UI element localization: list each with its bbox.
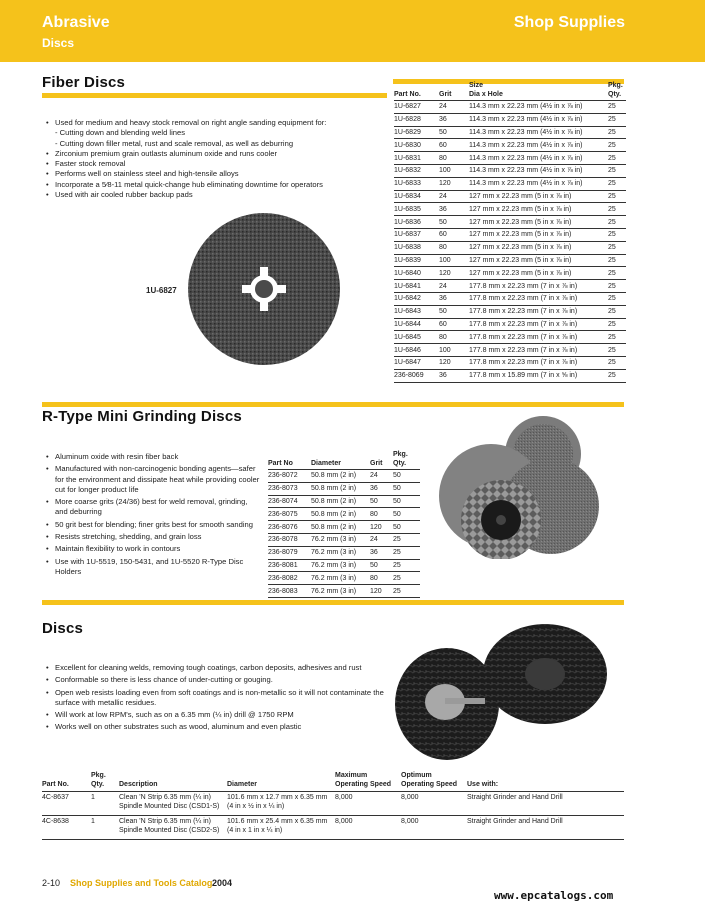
cell-pkg-qty: 25: [393, 533, 420, 546]
bullet-item: • Used with air cooled rubber backup pads: [46, 190, 346, 200]
cell-grit: 120: [439, 356, 469, 369]
table-row: [268, 533, 420, 546]
cell-description: Clean 'N Strip 6.35 mm (¼ in) Spindle Mounted Disc (CSD2-S): [119, 816, 227, 840]
cell-pkg-qty: 25: [608, 139, 626, 152]
table-row: [268, 470, 420, 483]
table-row: [394, 331, 626, 344]
cell-grit: 36: [439, 369, 469, 382]
cell-diameter: 76.2 mm (3 in): [311, 585, 370, 598]
col-diameter: Diameter: [227, 772, 335, 792]
cell-grit: 50: [439, 126, 469, 139]
cell-part-no: 1U-6833: [394, 177, 439, 190]
cell-pkg-qty: 25: [608, 164, 626, 177]
cell-size: 177.8 mm x 22.23 mm (7 in x ⅞ in): [469, 331, 608, 344]
cell-size: 114.3 mm x 22.23 mm (4½ in x ⅞ in): [469, 152, 608, 165]
discs-table: [42, 772, 624, 840]
cell-pkg-qty: 25: [608, 126, 626, 139]
discs-feature-list: [46, 663, 386, 735]
table-row: [394, 344, 626, 357]
bullet-item: • Maintain flexibility to work in contours: [46, 544, 261, 554]
cell-pkg-qty: 25: [608, 254, 626, 267]
cell-opt-speed: 8,000: [401, 792, 467, 816]
table-header-row: [42, 772, 624, 792]
col-pkg-qty: Pkg. Qty.: [393, 451, 408, 467]
cell-grit: 60: [439, 139, 469, 152]
table-header-row: [268, 451, 420, 470]
cell-part-no: 236-8082: [268, 572, 311, 585]
cell-pkg-qty: 25: [608, 177, 626, 190]
cell-part-no: 1U-6844: [394, 318, 439, 331]
cell-pkg-qty: 50: [393, 521, 420, 534]
cell-size: 127 mm x 22.23 mm (5 in x ⅞ in): [469, 267, 608, 280]
cell-grit: 36: [439, 203, 469, 216]
col-description: Description: [119, 772, 227, 792]
table-row: [268, 559, 420, 572]
bullet-item: • Performs well on stainless steel and high-tensile alloys: [46, 169, 346, 179]
cell-diameter: 50.8 mm (2 in): [311, 508, 370, 521]
cell-pkg-qty: 25: [608, 113, 626, 126]
cell-grit: 36: [439, 292, 469, 305]
cell-grit: 80: [439, 152, 469, 165]
cell-grit: 24: [439, 190, 469, 203]
cell-part-no: 1U-6836: [394, 216, 439, 229]
cell-grit: 50: [439, 216, 469, 229]
cell-diameter: 76.2 mm (3 in): [311, 559, 370, 572]
cell-max-speed: 8,000: [335, 816, 401, 840]
cell-size: 177.8 mm x 22.23 mm (7 in x ⅞ in): [469, 318, 608, 331]
cell-part-no: 236-8078: [268, 533, 311, 546]
table-row: [394, 139, 626, 152]
cell-diameter: 101.6 mm x 25.4 mm x 6.35 mm (4 in x 1 in x ¼ in): [227, 816, 335, 840]
cell-size: 114.3 mm x 22.23 mm (4½ in x ⅞ in): [469, 113, 608, 126]
catalog-title: Shop Supplies and Tools Catalog: [70, 878, 213, 888]
section-heading: Shop Supplies: [513, 14, 625, 31]
cell-part-no: 1U-6842: [394, 292, 439, 305]
cell-part-no: 1U-6847: [394, 356, 439, 369]
category-title: Abrasive: [42, 14, 110, 31]
col-opt-speed: Optimum Operating Speed: [401, 772, 467, 792]
page-number: 2-10: [42, 878, 61, 888]
cell-part-no: 1U-6832: [394, 164, 439, 177]
cell-grit: 80: [439, 331, 469, 344]
rtype-feature-list: [46, 452, 261, 579]
cell-size: 127 mm x 22.23 mm (5 in x ⅞ in): [469, 254, 608, 267]
col-pkg-qty: Pkg. Qty.: [91, 772, 119, 792]
cell-diameter: 76.2 mm (3 in): [311, 533, 370, 546]
table-row: [394, 267, 626, 280]
fiber-discs-table: [394, 82, 626, 383]
cell-opt-speed: 8,000: [401, 816, 467, 840]
discs-rule: [42, 600, 624, 605]
cell-part-no: 236-8075: [268, 508, 311, 521]
table-row: [268, 546, 420, 559]
cell-size: 177.8 mm x 22.23 mm (7 in x ⅞ in): [469, 344, 608, 357]
bullet-item: • Faster stock removal: [46, 159, 346, 169]
cell-size: 177.8 mm x 22.23 mm (7 in x ⅞ in): [469, 280, 608, 293]
cell-pkg-qty: 25: [608, 203, 626, 216]
table-row: [42, 792, 624, 816]
cell-grit: 36: [370, 546, 393, 559]
col-size-line1: Size: [469, 82, 484, 89]
discs-title: Discs: [42, 620, 84, 637]
table-row: [394, 164, 626, 177]
bullet-item: • Will work at low RPM's, such as on a 6.35 mm (¼ in) drill @ 1750 RPM: [46, 710, 386, 720]
cell-size: 127 mm x 22.23 mm (5 in x ⅞ in): [469, 216, 608, 229]
cell-part-no: 1U-6838: [394, 241, 439, 254]
subcategory-title: Discs: [42, 36, 75, 50]
cell-grit: 60: [439, 318, 469, 331]
cell-diameter: 50.8 mm (2 in): [311, 495, 370, 508]
cell-pkg-qty: 25: [608, 318, 626, 331]
cell-pkg-qty: 25: [608, 241, 626, 254]
table-row: [268, 521, 420, 534]
col-grit: Grit: [370, 459, 383, 467]
cell-grit: 36: [370, 482, 393, 495]
cell-size: 177.8 mm x 22.23 mm (7 in x ⅞ in): [469, 292, 608, 305]
rtype-discs-image: [425, 414, 610, 559]
cell-part-no: 1U-6841: [394, 280, 439, 293]
cell-pkg-qty: 25: [608, 292, 626, 305]
table-row: [394, 254, 626, 267]
cell-grit: 36: [439, 113, 469, 126]
cell-description: Clean 'N Strip 6.35 mm (¼ in) Spindle Mounted Disc (CSD1-S): [119, 792, 227, 816]
cell-pkg-qty: 25: [608, 152, 626, 165]
cell-pkg-qty: 25: [608, 190, 626, 203]
table-row: [268, 585, 420, 598]
cell-pkg-qty: 25: [608, 267, 626, 280]
fiber-title-rule: [42, 93, 387, 98]
cell-part-no: 1U-6839: [394, 254, 439, 267]
cell-grit: 60: [439, 228, 469, 241]
table-row: [394, 203, 626, 216]
col-part-no: Part No: [268, 459, 293, 467]
cell-part-no: 1U-6843: [394, 305, 439, 318]
table-header-row: [394, 82, 626, 101]
cell-size: 114.3 mm x 22.23 mm (4½ in x ⅞ in): [469, 164, 608, 177]
cell-grit: 100: [439, 164, 469, 177]
cell-size: 114.3 mm x 22.23 mm (4½ in x ⅞ in): [469, 101, 608, 114]
col-pkg-line1: Pkg.: [608, 82, 623, 89]
cell-size: 177.8 mm x 22.23 mm (7 in x ⅞ in): [469, 356, 608, 369]
bullet-item: • Use with 1U-5519, 150-5431, and 1U-5520 R-Type Disc Holders: [46, 557, 261, 578]
cell-size: 114.3 mm x 22.23 mm (4½ in x ⅞ in): [469, 126, 608, 139]
table-row: [268, 508, 420, 521]
cell-pkg-qty: 50: [393, 482, 420, 495]
watermark-url: www.epcatalogs.com: [494, 889, 614, 902]
cell-use-with: Straight Grinder and Hand Drill: [467, 816, 624, 840]
cell-grit: 120: [439, 177, 469, 190]
cell-size: 127 mm x 22.23 mm (5 in x ⅞ in): [469, 203, 608, 216]
cell-grit: 24: [370, 470, 393, 483]
table-row: [394, 216, 626, 229]
bullet-item: • Aluminum oxide with resin fiber back: [46, 452, 261, 462]
table-row: [42, 816, 624, 840]
cell-grit: 24: [439, 280, 469, 293]
cell-diameter: 76.2 mm (3 in): [311, 546, 370, 559]
table-row: [394, 318, 626, 331]
cell-part: 4C-8638: [42, 816, 91, 840]
cell-pkg-qty: 25: [393, 546, 420, 559]
cell-pkg-qty: 25: [608, 344, 626, 357]
cell-part-no: 1U-6834: [394, 190, 439, 203]
bullet-item: • Zirconium premium grain outlasts aluminum oxide and runs cooler: [46, 149, 346, 159]
cell-grit: 120: [439, 267, 469, 280]
bullet-item: - Cutting down and blending weld lines: [55, 128, 186, 138]
header-banner: [0, 0, 705, 62]
cell-size: 127 mm x 22.23 mm (5 in x ⅞ in): [469, 190, 608, 203]
cell-part: 4C-8637: [42, 792, 91, 816]
cell-max-speed: 8,000: [335, 792, 401, 816]
rtype-rule: [42, 402, 624, 407]
table-row: [394, 280, 626, 293]
cell-part-no: 236-8073: [268, 482, 311, 495]
table-row: [394, 356, 626, 369]
cell-pkg-qty: 25: [608, 228, 626, 241]
cell-pkg-qty: 25: [393, 585, 420, 598]
cell-part-no: 1U-6840: [394, 267, 439, 280]
cell-part-no: 1U-6837: [394, 228, 439, 241]
cell-part-no: 1U-6845: [394, 331, 439, 344]
cell-size: 177.8 mm x 22.23 mm (7 in x ⅞ in): [469, 305, 608, 318]
fiber-discs-title: Fiber Discs: [42, 74, 126, 91]
clean-n-strip-discs-image: [395, 622, 620, 762]
cell-grit: 100: [439, 254, 469, 267]
cell-part-no: 1U-6827: [394, 101, 439, 114]
bullet-item: • 50 grit best for blending; finer grits best for smooth sanding: [46, 520, 261, 530]
cell-pkg-qty: 25: [608, 331, 626, 344]
cell-grit: 50: [439, 305, 469, 318]
cell-grit: 50: [370, 495, 393, 508]
table-row: [394, 292, 626, 305]
cell-part-no: 236-8074: [268, 495, 311, 508]
cell-size: 127 mm x 22.23 mm (5 in x ⅞ in): [469, 228, 608, 241]
cell-pkg-qty: 50: [393, 470, 420, 483]
table-row: [394, 101, 626, 114]
cell-pkg-qty: 25: [393, 559, 420, 572]
cell-size: 114.3 mm x 22.23 mm (4½ in x ⅞ in): [469, 139, 608, 152]
bullet-item: - Cutting down filler metal, rust and scale removal, as well as deburring: [55, 138, 294, 148]
cell-part-no: 236-8079: [268, 546, 311, 559]
cell-pkg-qty: 25: [608, 369, 626, 382]
table-row: [394, 113, 626, 126]
cell-grit: 80: [370, 508, 393, 521]
cell-size: 127 mm x 22.23 mm (5 in x ⅞ in): [469, 241, 608, 254]
cell-part-no: 1U-6828: [394, 113, 439, 126]
cell-grit: 120: [370, 521, 393, 534]
col-pkg-line2: Qty.: [608, 90, 622, 98]
cell-grit: 24: [370, 533, 393, 546]
rtype-table: [268, 451, 420, 598]
bullet-item: • Open web resists loading even from soft coatings and is non-metallic so it will not contaminate the surface with metallic residues.: [46, 688, 386, 709]
cell-pkg-qty: 25: [608, 280, 626, 293]
cell-pkg-qty: 25: [608, 216, 626, 229]
table-row: [394, 228, 626, 241]
col-max-speed: Maximum Operating Speed: [335, 772, 401, 792]
col-grit: Grit: [439, 90, 452, 98]
cell-diameter: 101.6 mm x 12.7 mm x 6.35 mm (4 in x ½ in x ¼ in): [227, 792, 335, 816]
table-row: [394, 152, 626, 165]
col-part-no: Part No.: [394, 90, 421, 98]
cell-use-with: Straight Grinder and Hand Drill: [467, 792, 624, 816]
bullet-item: • Conformable so there is less chance of under-cutting or gouging.: [46, 675, 386, 685]
cell-pkg-qty: 50: [393, 508, 420, 521]
cell-pkg-qty: 25: [608, 305, 626, 318]
bullet-item: • Excellent for cleaning welds, removing tough coatings, carbon deposits, adhesives and rust: [46, 663, 386, 673]
fiber-disc-image: [186, 211, 342, 367]
cell-grit: 80: [370, 572, 393, 585]
rtype-title: R-Type Mini Grinding Discs: [42, 408, 242, 425]
cell-pkg-qty: 25: [608, 356, 626, 369]
cell-diameter: 50.8 mm (2 in): [311, 470, 370, 483]
cell-diameter: 50.8 mm (2 in): [311, 521, 370, 534]
cell-grit: 120: [370, 585, 393, 598]
cell-part-no: 1U-6846: [394, 344, 439, 357]
cell-grit: 100: [439, 344, 469, 357]
cell-diameter: 50.8 mm (2 in): [311, 482, 370, 495]
col-size-line2: Dia x Hole: [469, 90, 503, 98]
col-part-no: Part No.: [42, 772, 91, 792]
table-row: [394, 369, 626, 382]
cell-part-no: 1U-6835: [394, 203, 439, 216]
cell-part-no: 236-8069: [394, 369, 439, 382]
fiber-disc-image-label: 1U-6827: [146, 286, 177, 295]
table-row: [394, 190, 626, 203]
table-row: [268, 572, 420, 585]
cell-size: 114.3 mm x 22.23 mm (4½ in x ⅞ in): [469, 177, 608, 190]
col-pkg-qty: [608, 82, 626, 101]
cell-pkg: 1: [91, 816, 119, 840]
cell-part-no: 236-8076: [268, 521, 311, 534]
table-row: [268, 482, 420, 495]
col-size: [469, 82, 608, 101]
col-use-with: Use with:: [467, 772, 624, 792]
table-row: [394, 126, 626, 139]
fiber-feature-list: [46, 118, 346, 200]
cell-pkg: 1: [91, 792, 119, 816]
cell-grit: 50: [370, 559, 393, 572]
table-row: [394, 241, 626, 254]
catalog-year: 2004: [212, 878, 233, 888]
cell-part-no: 1U-6829: [394, 126, 439, 139]
bullet-item: • Used for medium and heavy stock removal on right angle sanding equipment for:: [46, 118, 346, 128]
cell-pkg-qty: 25: [393, 572, 420, 585]
cell-part-no: 236-8083: [268, 585, 311, 598]
cell-part-no: 1U-6830: [394, 139, 439, 152]
cell-grit: 24: [439, 101, 469, 114]
bullet-item: • More coarse grits (24/36) best for weld removal, grinding, and deburring: [46, 497, 261, 518]
bullet-item: • Manufactured with non-carcinogenic bonding agents—safer for the environment and dissipate heat while providing cooler cut for longer product life: [46, 464, 261, 495]
bullet-item: • Works well on other substrates such as wood, aluminum and even plastic: [46, 722, 386, 732]
cell-grit: 80: [439, 241, 469, 254]
cell-part-no: 236-8072: [268, 470, 311, 483]
cell-part-no: 236-8081: [268, 559, 311, 572]
cell-size: 177.8 mm x 15.89 mm (7 in x ⅝ in): [469, 369, 608, 382]
bullet-item: • Incorporate a 5⁄8-11 metal quick-change hub eliminating downtime for operators: [46, 180, 346, 190]
bullet-item: • Resists stretching, shedding, and grain loss: [46, 532, 261, 542]
cell-pkg-qty: 25: [608, 101, 626, 114]
table-row: [394, 305, 626, 318]
cell-pkg-qty: 50: [393, 495, 420, 508]
table-row: [268, 495, 420, 508]
cell-part-no: 1U-6831: [394, 152, 439, 165]
table-row: [394, 177, 626, 190]
cell-diameter: 76.2 mm (3 in): [311, 572, 370, 585]
col-diameter: Diameter: [311, 459, 341, 467]
